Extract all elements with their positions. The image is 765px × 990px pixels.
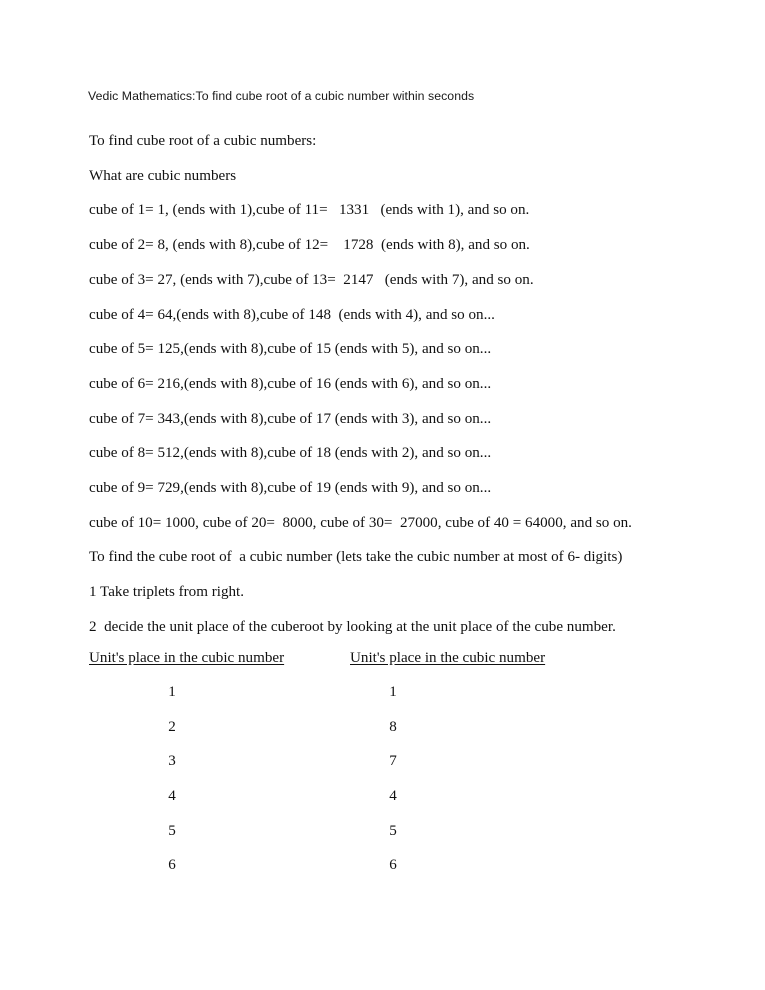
table-cell-left: 4 <box>168 788 176 805</box>
paragraph: cube of 1= 1, (ends with 1),cube of 11= 1331 (ends with 1), and so on. <box>89 202 530 219</box>
table-cell-left: 6 <box>168 857 176 874</box>
unit-place-table <box>89 682 709 890</box>
table-cell-right: 4 <box>389 788 397 805</box>
table-cell-right: 5 <box>389 822 397 839</box>
paragraph: 1 Take triplets from right. <box>89 584 245 601</box>
paragraph: cube of 9= 729,(ends with 8),cube of 19 (ends with 9), and so on... <box>89 480 492 497</box>
table-cell-left: 2 <box>168 718 176 735</box>
table-row <box>89 682 709 717</box>
table-row <box>89 821 709 856</box>
paragraph: What are cubic numbers <box>89 167 237 184</box>
table-row <box>89 717 709 752</box>
paragraph: To find the cube root of a cubic number (lets take the cubic number at most of 6- digits) <box>89 549 623 566</box>
paragraph: cube of 7= 343,(ends with 8),cube of 17 (ends with 3), and so on... <box>89 410 492 427</box>
paragraph: cube of 6= 216,(ends with 8),cube of 16 (ends with 6), and so on... <box>89 375 492 392</box>
paragraph: To find cube root of a cubic numbers: <box>89 133 317 149</box>
table-cell-right: 1 <box>389 684 397 700</box>
table-row <box>89 786 709 821</box>
paragraph: cube of 4= 64,(ends with 8),cube of 148 (ends with 4), and so on... <box>89 306 495 323</box>
table-cell-right: 7 <box>389 753 397 770</box>
table-cell-right: 6 <box>389 857 397 874</box>
table-cell-left: 1 <box>168 684 176 700</box>
document-body <box>89 124 709 645</box>
table-row <box>89 751 709 786</box>
table-cell-right: 8 <box>389 718 397 735</box>
table-cell-left: 3 <box>168 753 176 770</box>
paragraph: cube of 2= 8, (ends with 8),cube of 12= 1728 (ends with 8), and so on. <box>89 237 530 254</box>
table-header-row <box>89 648 709 672</box>
page-title: Vedic Mathematics:To find cube root of a cubic number within seconds <box>88 89 475 103</box>
paragraph: cube of 10= 1000, cube of 20= 8000, cube of 30= 27000, cube of 40 = 64000, and so on. <box>89 514 632 531</box>
column-header-cube-root: Unit's place in the cubic number <box>350 650 546 666</box>
table-cell-left: 5 <box>168 822 176 839</box>
paragraph: cube of 8= 512,(ends with 8),cube of 18 (ends with 2), and so on... <box>89 445 492 462</box>
table-row <box>89 855 709 890</box>
paragraph: 2 decide the unit place of the cuberoot by looking at the unit place of the cube number. <box>89 618 616 635</box>
paragraph: cube of 5= 125,(ends with 8),cube of 15 (ends with 5), and so on... <box>89 341 492 358</box>
column-header-cube-number: Unit's place in the cubic number <box>89 650 285 666</box>
paragraph: cube of 3= 27, (ends with 7),cube of 13= 2147 (ends with 7), and so on. <box>89 271 534 288</box>
